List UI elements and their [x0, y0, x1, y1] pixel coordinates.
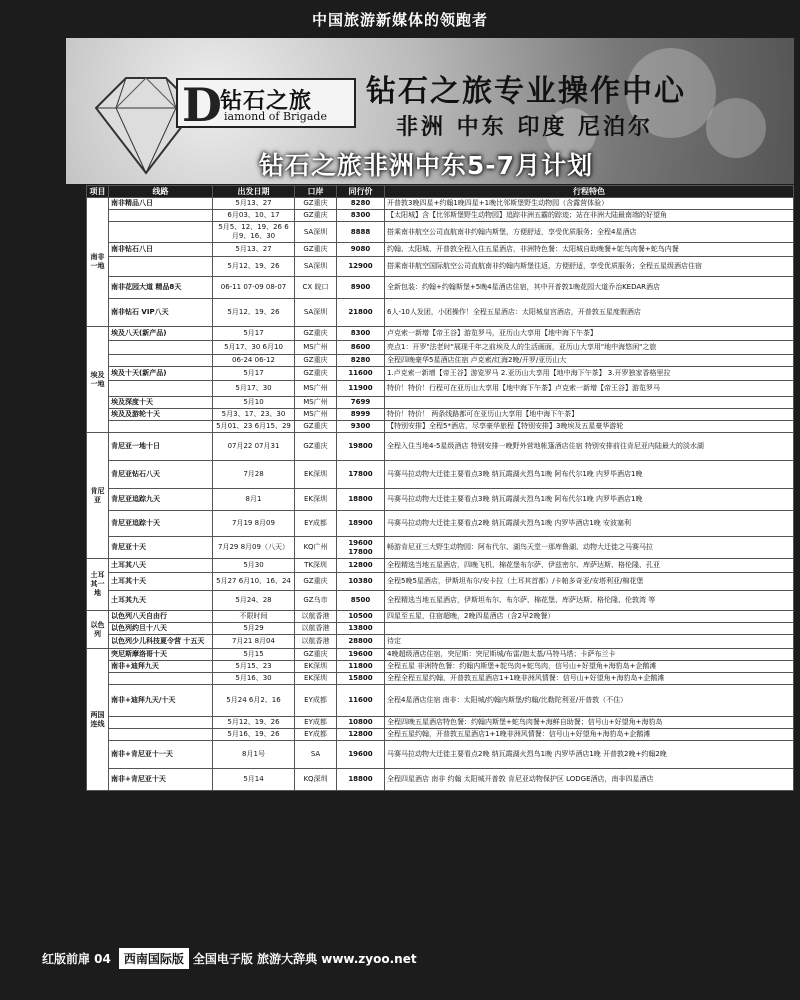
price-cell: 10800 [337, 717, 385, 729]
price-cell: 9300 [337, 421, 385, 433]
price-cell: 18800 [337, 769, 385, 791]
footer-text: 全国电子版 旅游大辞典 www.zyoo.net [192, 951, 417, 966]
feature-cell: 全程五星约翰，开普敦五星酒店1+1晚非洲风情餐：信号山+好望角+海豹岛+企鹅滩 [385, 729, 794, 741]
port-cell: 以航香港 [295, 623, 337, 635]
date-cell: 5月12、19、26 [213, 717, 295, 729]
route-cell: 南非+肯尼亚十一天 [109, 741, 213, 769]
feature-cell: 畅游肯尼亚三大野生动物园：阿布代尔、湖鸟天堂一那库鲁湖、动物大迁徙之马赛马拉 [385, 537, 794, 559]
price-cell: 19600 [337, 649, 385, 661]
date-cell: 5月24 6月2、16 [213, 685, 295, 717]
route-cell: 土耳其九天 [109, 591, 213, 611]
table-row [87, 327, 794, 341]
feature-cell: 6人-10人发团，小团操作！全程五星酒店：太阳城皇宫酒店，开普敦五星度假酒店 [385, 299, 794, 327]
feature-cell: 马赛马拉动物大迁徙主要看点2晚 纳瓦霞湖火烈鸟1晚 内罗毕酒店1晚 开普敦2晚+约翰2晚 [385, 741, 794, 769]
price-cell: 10500 [337, 611, 385, 623]
date-cell: 5月17 [213, 367, 295, 381]
table-row [87, 243, 794, 257]
date-cell: 7月29 8月09（八天） [213, 537, 295, 559]
route-cell: 南非花园大道 精品8天 [109, 277, 213, 299]
date-cell: 6月03、10、17 [213, 210, 295, 222]
price-cell: 19600 [337, 741, 385, 769]
port-cell: EY成都 [295, 717, 337, 729]
region-cell: 南非一地 [87, 198, 109, 327]
feature-cell: 【特别安排】全程5*酒店，尽享豪华旅程【特别安排】3晚埃及五星豪华游轮 [385, 421, 794, 433]
route-cell [109, 355, 213, 367]
header-price: 同行价 [337, 186, 385, 198]
price-cell: 8300 [337, 210, 385, 222]
route-cell [109, 381, 213, 397]
table-row [87, 355, 794, 367]
feature-cell: 马赛马拉动物大迁徙主要看点3晚 纳瓦霞湖火烈鸟1晚 阿布代尔1晚 内罗毕酒店1晚 [385, 489, 794, 511]
port-cell: GZ乌市 [295, 591, 337, 611]
header-feature: 行程特色 [385, 186, 794, 198]
plan-title: 钻石之旅非洲中东5-7月计划 [258, 151, 594, 180]
feature-cell [385, 623, 794, 635]
table-row [87, 685, 794, 717]
date-cell: 不限时间 [213, 611, 295, 623]
price-cell: 8300 [337, 327, 385, 341]
port-cell: MS广州 [295, 381, 337, 397]
feature-cell: 全新包装：约翰+约翰斯堡+5晚4星酒店住宿，其中开普敦1晚花园大道乔治KEDAR酒店 [385, 277, 794, 299]
table-row [87, 421, 794, 433]
price-cell: 18900 [337, 511, 385, 537]
route-cell: 埃及及游轮十天 [109, 409, 213, 421]
date-cell: 5月15、23 [213, 661, 295, 673]
date-cell: 5月12、19、26 [213, 257, 295, 277]
port-cell: EY成都 [295, 729, 337, 741]
port-cell: EK深圳 [295, 673, 337, 685]
feature-cell: 卢克索一新增【帝王谷】游览罗马，亚历山大享用【地中海下午茶】 [385, 327, 794, 341]
price-cell: 12900 [337, 257, 385, 277]
price-cell: 11900 [337, 381, 385, 397]
table-row [87, 741, 794, 769]
feature-cell: 全程四星酒店 南非 约翰 太阳城开普敦 肯尼亚动物保护区 LODGE酒店，南非四星酒店 [385, 769, 794, 791]
table-row [87, 717, 794, 729]
price-cell: 9080 [337, 243, 385, 257]
page-number: 红版前扉 04 [42, 951, 111, 966]
price-cell: 12800 [337, 559, 385, 573]
table-row [87, 397, 794, 409]
price-cell: 8999 [337, 409, 385, 421]
feature-cell: 马赛马拉动物大迁徙主要看点2晚 纳瓦霞湖火烈鸟1晚 内罗毕酒店1晚 安波塞利 [385, 511, 794, 537]
date-cell: 5月27 6月10、16、24 [213, 573, 295, 591]
table-row [87, 673, 794, 685]
date-cell: 06-11 07-09 08-07 [213, 277, 295, 299]
port-cell: TK深圳 [295, 559, 337, 573]
center-title: 钻石之旅专业操作中心 [366, 74, 686, 109]
table-row [87, 573, 794, 591]
port-cell: CX 皖口 [295, 277, 337, 299]
price-cell: 8500 [337, 591, 385, 611]
route-cell: 南非钻石 VIP八天 [109, 299, 213, 327]
date-cell: 5月16、30 [213, 673, 295, 685]
region-cell: 以色列 [87, 611, 109, 649]
route-cell [109, 341, 213, 355]
port-cell: MS广州 [295, 341, 337, 355]
date-cell: 7月28 [213, 461, 295, 489]
route-cell: 南非钻石八日 [109, 243, 213, 257]
date-cell: 07月22 07月31 [213, 433, 295, 461]
feature-cell: 全程4星酒店住宿 南非：太阳城/约翰内斯堡/约翰/比勒陀利亚/开普敦（不住） [385, 685, 794, 717]
port-cell: SA深圳 [295, 299, 337, 327]
port-cell: EY成都 [295, 685, 337, 717]
table-row [87, 341, 794, 355]
route-cell: 埃及深度十天 [109, 397, 213, 409]
price-cell: 21800 [337, 299, 385, 327]
date-cell: 5月30 [213, 559, 295, 573]
port-cell: GZ重庆 [295, 421, 337, 433]
table-row [87, 367, 794, 381]
date-cell: 5月10 [213, 397, 295, 409]
port-cell: GZ重庆 [295, 327, 337, 341]
date-cell: 5月24、28 [213, 591, 295, 611]
port-cell: KQ深圳 [295, 769, 337, 791]
table-row [87, 649, 794, 661]
feature-cell: 【太阳城】含【比邻斯堡野生动物园】追踪非洲五霸的踪迹；站在非洲大陆最南端的好望角 [385, 210, 794, 222]
port-cell: GZ重庆 [295, 433, 337, 461]
port-cell: GZ重庆 [295, 367, 337, 381]
region-cell: 两国连线 [87, 649, 109, 791]
table-row [87, 769, 794, 791]
table-row [87, 277, 794, 299]
table-row [87, 511, 794, 537]
port-cell: GZ重庆 [295, 573, 337, 591]
port-cell: KQ广州 [295, 537, 337, 559]
port-cell: GZ重庆 [295, 210, 337, 222]
port-cell: SA [295, 741, 337, 769]
route-cell [109, 673, 213, 685]
route-cell: 南非+迪拜九天 [109, 661, 213, 673]
route-cell [109, 210, 213, 222]
date-cell: 06-24 06-12 [213, 355, 295, 367]
feature-cell: 待定 [385, 635, 794, 649]
feature-cell: 全程精选当地五星酒店，四晚飞机、棉花堡布尔萨、伊兹密尔、库萨达斯、格伦隆、孔亚 [385, 559, 794, 573]
port-cell: EK深圳 [295, 489, 337, 511]
route-cell [109, 421, 213, 433]
feature-cell: 搭乘南非航空公司直航南非约翰内斯堡，方便舒适，享受优质服务；全程4星酒店 [385, 222, 794, 243]
price-cell: 8900 [337, 277, 385, 299]
itinerary-table [86, 185, 794, 791]
slogan: 中国旅游新媒体的领跑者 [311, 10, 488, 29]
date-cell: 5月16、19、26 [213, 729, 295, 741]
table-row [87, 623, 794, 635]
logo: D 钻石之旅 iamond of Brigade [176, 78, 356, 128]
port-cell: EK深圳 [295, 461, 337, 489]
edition-tag: 西南国际版 [119, 948, 189, 969]
feature-cell: 亮点1：开罗"法老时"展现千年之前埃及人的生活画面，亚历山大享用"地中海悠闲"之旅 [385, 341, 794, 355]
feature-cell: 特价！特价！ 两条线路都可在亚历山大享用【地中海下午茶】 [385, 409, 794, 421]
date-cell: 5月14 [213, 769, 295, 791]
route-cell: 以色列八天自由行 [109, 611, 213, 623]
date-cell: 5月15 [213, 649, 295, 661]
port-cell: MS广州 [295, 409, 337, 421]
route-cell [109, 729, 213, 741]
price-cell: 19800 [337, 433, 385, 461]
date-cell: 5月29 [213, 623, 295, 635]
date-cell: 8月1号 [213, 741, 295, 769]
header-route: 线路 [109, 186, 213, 198]
feature-cell: 1.卢克索一新增【帝王谷】游览罗马 2.亚历山大享用【地中海下午茶】 3.开罗独家香格里拉 [385, 367, 794, 381]
route-cell: 以色列少儿科技夏令营 十五天 [109, 635, 213, 649]
route-cell: 南非+迪拜九天/十天 [109, 685, 213, 717]
feature-cell: 全程入住当地4-5星级酒店 特别安排一晚野外营地帐篷酒店住宿 特别安排前往肯尼亚内陆最大的淡水湖 [385, 433, 794, 461]
route-cell: 肯尼亚一地十日 [109, 433, 213, 461]
date-cell: 7月21 8月04 [213, 635, 295, 649]
feature-cell: 全程精选当地五星酒店，伊斯坦布尔、布尔萨、棉花堡、库萨达斯、格伦隆、伦敦湾 等 [385, 591, 794, 611]
route-cell: 肯尼亚追踪九天 [109, 489, 213, 511]
feature-cell: 全程5晚5星酒店，伊斯坦布尔/安卡拉（土耳其首都）/卡帕多奇亚/安塔利亚/棉花堡 [385, 573, 794, 591]
price-cell: 11800 [337, 661, 385, 673]
region-cell: 肯尼亚 [87, 433, 109, 559]
date-cell: 8月1 [213, 489, 295, 511]
table-row [87, 729, 794, 741]
port-cell: EY成都 [295, 511, 337, 537]
route-cell [109, 222, 213, 243]
price-cell: 28800 [337, 635, 385, 649]
port-cell: SA深圳 [295, 257, 337, 277]
route-cell: 埃及十天(新产品) [109, 367, 213, 381]
date-cell: 5月12、19、26 [213, 299, 295, 327]
price-cell: 11600 [337, 367, 385, 381]
feature-cell: 全程四晚五星酒店特色餐：约翰内斯堡+蛇鸟肉餐+海鲜自助餐；信号山+好望角+海豹岛 [385, 717, 794, 729]
date-cell: 5月13、27 [213, 243, 295, 257]
route-cell: 南非精品八日 [109, 198, 213, 210]
table-row [87, 489, 794, 511]
route-cell [109, 717, 213, 729]
date-cell: 5月17、30 6月10 [213, 341, 295, 355]
header-port: 口岸 [295, 186, 337, 198]
feature-cell: 全程全程五星约翰，开普敦五星酒店1+1晚非洲风情餐：信号山+好望角+海豹岛+企鹅滩 [385, 673, 794, 685]
table-row [87, 299, 794, 327]
price-cell: 17800 [337, 461, 385, 489]
port-cell: GZ重庆 [295, 198, 337, 210]
table-row [87, 559, 794, 573]
table-row [87, 210, 794, 222]
route-cell [109, 257, 213, 277]
header-item: 项目 [87, 186, 109, 198]
route-cell: 突尼斯摩洛哥十天 [109, 649, 213, 661]
table-row [87, 591, 794, 611]
route-cell: 埃及八天(新产品) [109, 327, 213, 341]
port-cell: GZ重庆 [295, 649, 337, 661]
feature-cell: 特价！特价！行程可在亚历山大享用【地中海下午茶】卢克索一新增【帝王谷】游览罗马 [385, 381, 794, 397]
price-cell: 10380 [337, 573, 385, 591]
date-cell: 7月19 8月09 [213, 511, 295, 537]
table-row [87, 461, 794, 489]
footer [0, 944, 800, 972]
port-cell: SA深圳 [295, 222, 337, 243]
price-cell: 15800 [337, 673, 385, 685]
price-cell: 8600 [337, 341, 385, 355]
feature-cell: 马赛马拉动物大迁徙主要看点3晚 纳瓦霞湖火烈鸟1晚 阿布代尔1晚 内罗毕酒店1晚 [385, 461, 794, 489]
route-cell: 肯尼亚钻石八天 [109, 461, 213, 489]
port-cell: GZ重庆 [295, 243, 337, 257]
date-cell: 5月3、17、23、30 [213, 409, 295, 421]
price-cell: 8280 [337, 355, 385, 367]
route-cell: 土耳其十天 [109, 573, 213, 591]
feature-cell: 全程四晚豪华5星酒店住宿 卢克索/红海2晚/开罗/亚历山大 [385, 355, 794, 367]
regions-heading: 非洲 中东 印度 尼泊尔 [396, 115, 653, 140]
table-row [87, 635, 794, 649]
port-cell: GZ重庆 [295, 355, 337, 367]
route-cell: 以色列约旦十八天 [109, 623, 213, 635]
table-row [87, 611, 794, 623]
table-row [87, 433, 794, 461]
price-cell: 7699 [337, 397, 385, 409]
date-cell: 5月17 [213, 327, 295, 341]
feature-cell: 约翰、太阳城、开普敦全程入住五星酒店，非洲特色餐：太阳城自助晚餐+鸵鸟肉餐+蛇鸟内餐 [385, 243, 794, 257]
region-cell: 土耳其一地 [87, 559, 109, 611]
port-cell: 以航香港 [295, 635, 337, 649]
feature-cell: 四星至五星，住宿超晚，2晚四星酒店（含2早2晚餐） [385, 611, 794, 623]
table-row [87, 257, 794, 277]
price-cell: 8280 [337, 198, 385, 210]
region-cell: 埃及一地 [87, 327, 109, 433]
header-date: 出发日期 [213, 186, 295, 198]
price-cell: 13800 [337, 623, 385, 635]
feature-cell: 4晚超级酒店住宿，突尼斯：突尼斯城/布雷/迦太基/马特马塔；卡萨布兰卡 [385, 649, 794, 661]
date-cell: 5月01、23 6月15、29 [213, 421, 295, 433]
date-cell: 5月17、30 [213, 381, 295, 397]
table-row [87, 381, 794, 397]
table-row [87, 537, 794, 559]
table-row [87, 409, 794, 421]
table-row [87, 661, 794, 673]
route-cell: 肯尼亚追踪十天 [109, 511, 213, 537]
price-cell: 18800 [337, 489, 385, 511]
table-row [87, 222, 794, 243]
table-row [87, 198, 794, 210]
route-cell: 南非+肯尼亚十天 [109, 769, 213, 791]
feature-cell: 全程五星 非洲特色餐：约翰内斯堡+鸵鸟肉+蛇鸟肉，信号山+好望角+海豹岛+企鹅滩 [385, 661, 794, 673]
date-cell: 5月13、27 [213, 198, 295, 210]
route-cell: 肯尼亚十天 [109, 537, 213, 559]
price-cell: 11600 [337, 685, 385, 717]
price-cell: 19600 17800 [337, 537, 385, 559]
route-cell: 土耳其八天 [109, 559, 213, 573]
feature-cell: 搭乘南非航空国际航空公司直航南非约翰内斯堡往返，方便舒适，享受优质服务；全程五星级酒店住宿 [385, 257, 794, 277]
port-cell: MS广州 [295, 397, 337, 409]
date-cell: 5月5、12、19、26 6月9、16、30 [213, 222, 295, 243]
port-cell: 以航香港 [295, 611, 337, 623]
table-header [87, 186, 794, 198]
port-cell: EK深圳 [295, 661, 337, 673]
banner [66, 38, 794, 184]
feature-cell: 开普敦3晚四星+约翰1晚四星+1晚比邻斯堡野生动物园（含露营体验） [385, 198, 794, 210]
price-cell: 12800 [337, 729, 385, 741]
feature-cell [385, 397, 794, 409]
price-cell: 8888 [337, 222, 385, 243]
